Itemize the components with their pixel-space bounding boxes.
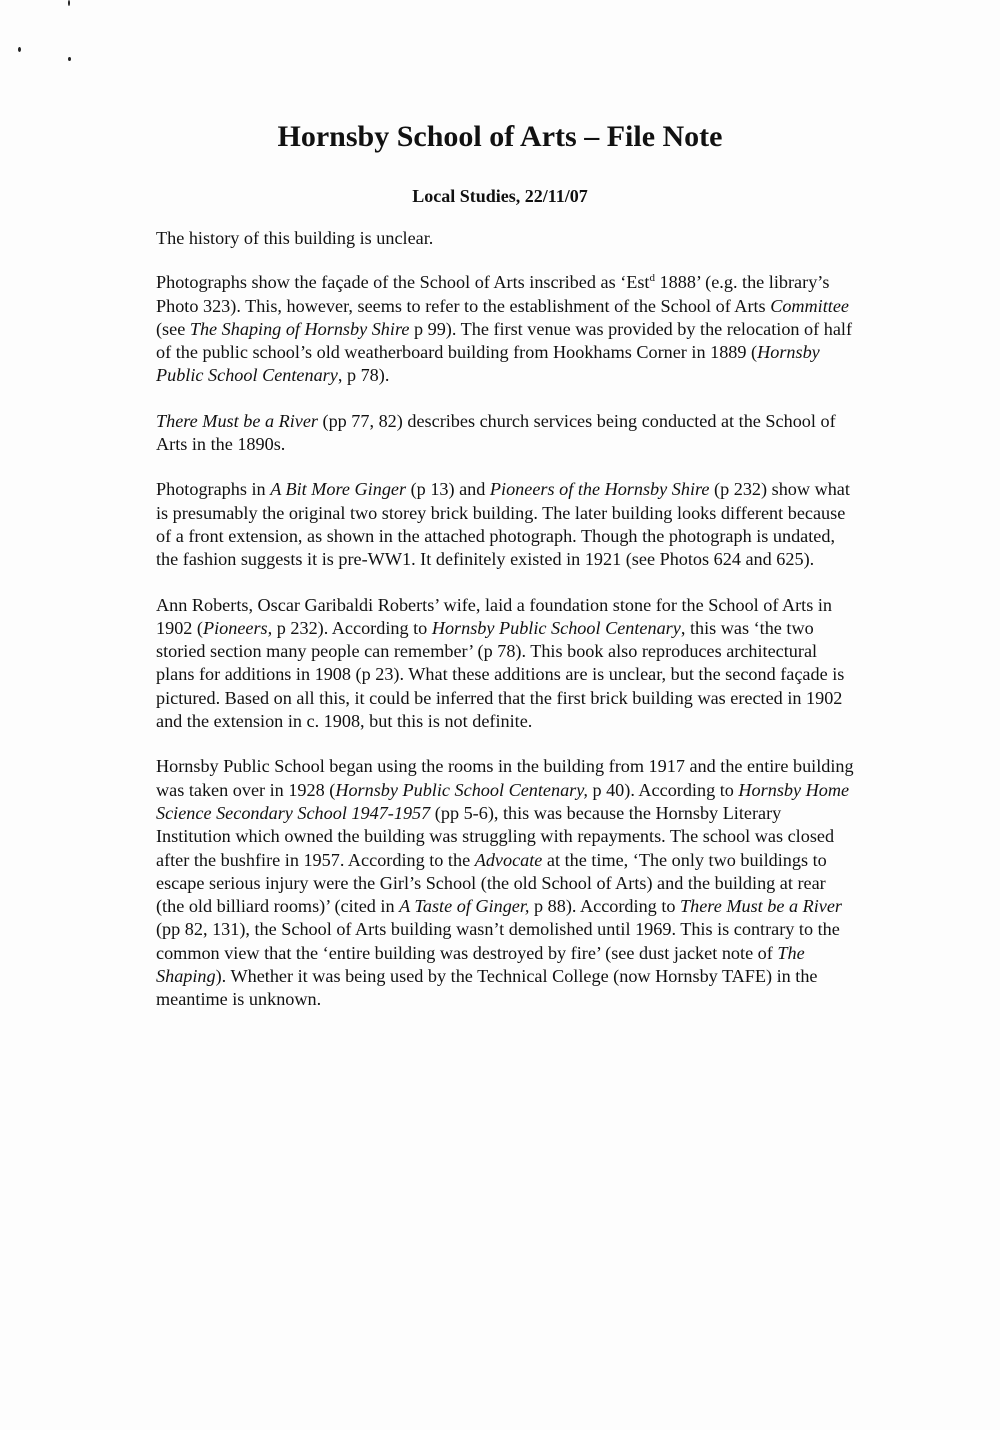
italic-title: Pioneers, [202,617,273,638]
paragraph-text: Photographs in [156,479,271,500]
italic-title: Committee [770,295,849,316]
paragraph-text: (pp 77, 82) describes church services being conducted at the School of Arts in the 1890s. [156,410,836,455]
paragraph-text: (pp 5-6), this was because the Hornsby Literary Institution which owned the building was struggling with repayments. The school was closed after the bushfire in 1957. According to the [156,802,835,870]
paragraph-text: Photographs show the façade of the School of Arts inscribed as ‘Est [156,272,650,293]
paragraph-text: p 40). According to [587,779,739,800]
paragraph [156,227,856,250]
scan-speck [68,57,71,61]
paragraph-text: , this was ‘the two storied section many people can remember’ (p 78). This book also reproduces architectural plans for additions in 1908 (p 23). What these additions are is unclear, but the second façade is pictured. Based on all this, it could be inferred that the first brick building was erected in 1902 and the extension in c. 1908, but this is not definite. [156,617,845,732]
italic-title: The Shaping [156,942,805,987]
italic-title: Pioneers of the Hornsby Shire [489,479,710,500]
paragraph-text: (pp 82, 131), the School of Arts building wasn’t demolished until 1969. This is contrary to the common view that the ‘entire building was destroyed by fire’ (see dust jacket note of [156,919,840,963]
document-title: Hornsby School of Arts – File Note [277,120,723,153]
paragraph-text: ). Whether it was being used by the Technical College (now Hornsby TAFE) in the meantime is unknown. [156,966,818,1010]
paragraph-text: Ann Roberts, Oscar Garibaldi Roberts’ wife, laid a foundation stone for the School of Arts in 1902 ( [156,594,832,638]
paragraph-text: 1888’ (e.g. the library’s Photo 323). This, however, seems to refer to the establishment of the School of Arts [156,272,830,316]
paragraph [156,478,856,571]
italic-title: The Shaping of Hornsby Shire [189,318,410,339]
paragraph-text: (see [156,318,190,339]
italic-title: Advocate [474,849,543,870]
paragraph-text: p 99). The first venue was provided by the relocation of half of the public school’s old weatherboard building from Hookhams Corner in 1889 ( [156,318,853,363]
paragraph-text: (p 232) show what is presumably the original two storey brick building. The later building looks different because of a front extension, as shown in the attached photograph. Though the photograph is undated, the fashion suggests it is pre-WW1. It definitely existed in 1921 (see Photos 624 and 625). [156,479,850,570]
italic-title: Hornsby Home Science Secondary School 1947-1957 [156,779,850,823]
italic-title: Hornsby Public School Centenary [431,617,681,638]
document-subtitle: Local Studies, 22/11/07 [412,186,588,206]
paragraph-text: , p 78). [337,365,390,386]
paragraph-text: at the time, ‘The only two buildings to escape serious injury were the Girl’s School (the old School of Arts) and the building at rear (the old billiard rooms)’ (cited in [156,849,827,917]
paragraph [156,410,856,457]
paragraph-text: (p 13) and [406,479,490,500]
paragraph [156,594,856,734]
paragraph-text: Hornsby Public School began using the rooms in the building from 1917 and the entire building was taken over in 1928 ( [156,756,854,800]
italic-title: Hornsby Public School Centenary [156,342,820,386]
paragraph-text: p 88). According to [529,896,681,917]
italic-title: A Bit More Ginger [270,479,407,500]
paragraph-text: The history of this building is unclear. [156,228,434,248]
paragraph-text: p 232). According to [272,617,432,638]
italic-title: A Taste of Ginger, [399,896,530,917]
document-body [156,227,856,1034]
superscript-text: d [649,272,655,285]
paragraph [156,755,856,1011]
italic-title: Hornsby Public School Centenary, [335,779,588,800]
italic-title: There Must be a River [156,410,318,431]
italic-title: There Must be a River [680,896,842,917]
scan-speck [68,0,70,6]
paragraph [156,271,856,387]
scan-speck [18,47,21,52]
